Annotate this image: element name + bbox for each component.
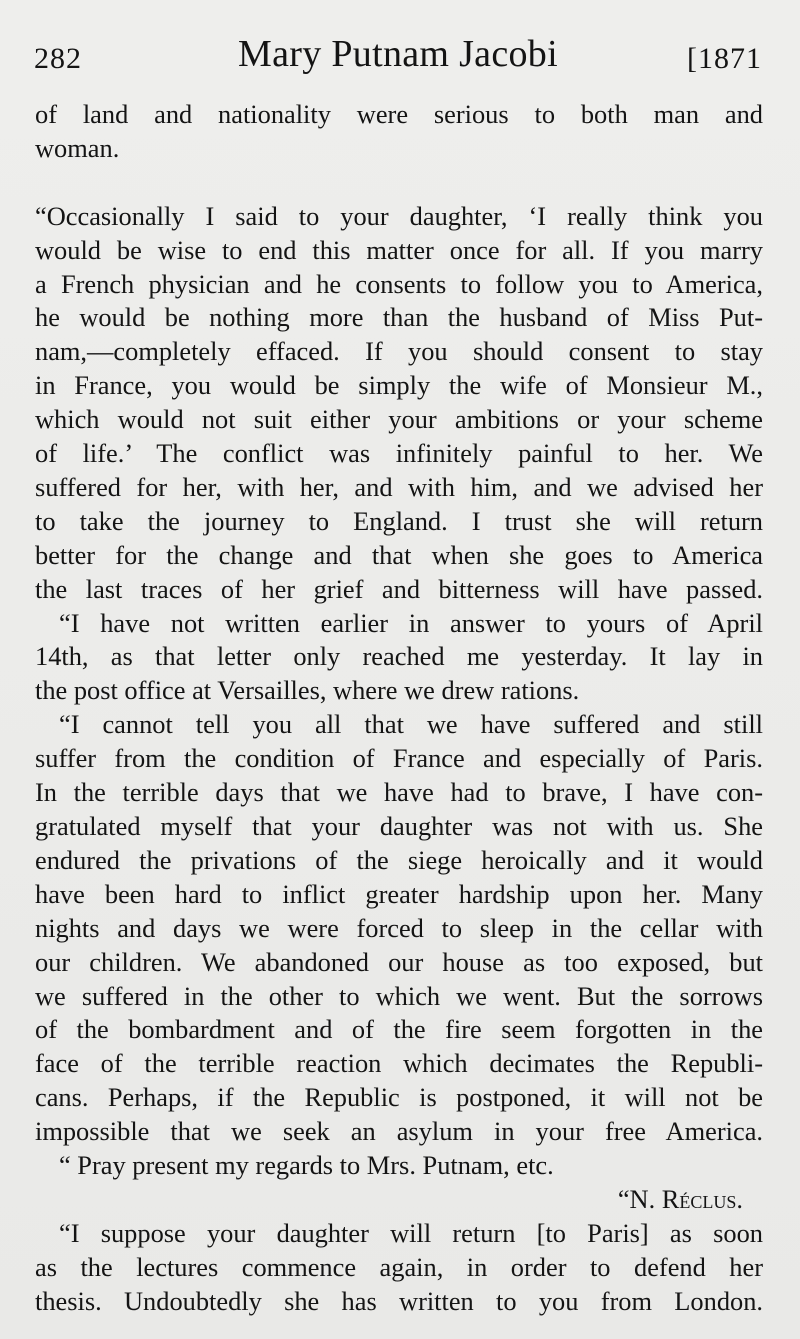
text-line: we suffered in the other to which we went. But the sorrows [35, 980, 763, 1011]
text-line: nights and days we were forced to sleep in the cellar with [35, 912, 763, 943]
text-line: face of the terrible reaction which decimates the Republi- [35, 1048, 763, 1079]
text-line: a French physician and he consents to follow you to America, [35, 268, 763, 299]
text-line: of life.’ The conflict was infinitely painful to her. We [35, 438, 763, 469]
paragraph-april-letter [35, 607, 763, 709]
text-line: In the terrible days that we have had to brave, I have con- [35, 777, 763, 808]
paragraph-return-paris [35, 1217, 763, 1319]
text-line: suffer from the condition of France and especially of Paris. [35, 743, 763, 774]
body-text [35, 98, 763, 1319]
paragraph-gap [35, 166, 763, 200]
text-line: gratulated myself that your daughter was not with us. She [35, 811, 763, 842]
paragraph-regards [35, 1149, 763, 1183]
text-line: cans. Perhaps, if the Republic is postponed, it will not be [35, 1082, 763, 1113]
text-line: “I have not written earlier in answer to yours of April [59, 607, 763, 638]
paragraph-continuation [35, 98, 763, 166]
text-line: have been hard to inflict greater hardship upon her. Many [35, 878, 763, 909]
running-title: Mary Putnam Jacobi [238, 33, 558, 75]
chapter-year: [1871 [687, 42, 762, 75]
text-line: would be wise to end this matter once for all. If you marry [35, 234, 763, 265]
text-line: woman. [35, 132, 120, 163]
text-line: the last traces of her grief and bitterness will have passed. [35, 573, 763, 604]
page-header [34, 32, 762, 82]
text-line: better for the change and that when she goes to America [35, 539, 763, 570]
text-line: to take the journey to England. I trust she will return [35, 505, 763, 536]
text-line: “I suppose your daughter will return [to Paris] as soon [59, 1217, 763, 1248]
text-line: thesis. Undoubtedly she has written to you from London. [35, 1285, 763, 1316]
text-line: endured the privations of the siege heroically and it would [35, 844, 763, 875]
text-line: nam,—completely effaced. If you should consent to stay [35, 336, 763, 367]
text-line: of land and nationality were serious to both man and [35, 99, 763, 129]
text-line: 14th, as that letter only reached me yesterday. It lay in [35, 641, 763, 672]
letter-signature: “N. Réclus. [617, 1183, 743, 1214]
text-line: which would not suit either your ambitions or your scheme [35, 404, 763, 435]
text-line: impossible that we seek an asylum in your free America. [35, 1116, 763, 1147]
paragraph-occasionally [35, 200, 763, 607]
text-line: suffered for her, with her, and with him, and we advised her [35, 471, 763, 502]
text-line: our children. We abandoned our house as too exposed, but [35, 946, 763, 977]
text-line: “ Pray present my regards to Mrs. Putnam, etc. [59, 1150, 554, 1181]
text-line: of the bombardment and of the fire seem forgotten in the [35, 1014, 763, 1045]
text-line: “Occasionally I said to your daughter, ‘I really think you [35, 200, 763, 231]
text-line: “I cannot tell you all that we have suffered and still [59, 709, 763, 740]
text-line: he would be nothing more than the husband of Miss Put- [35, 302, 763, 333]
page-number: 282 [34, 42, 82, 75]
text-line: as the lectures commence again, in order to defend her [35, 1251, 763, 1282]
text-line: in France, you would be simply the wife of Monsieur M., [35, 370, 763, 401]
paragraph-suffering [35, 708, 763, 1149]
text-line: the post office at Versailles, where we drew rations. [35, 675, 580, 706]
